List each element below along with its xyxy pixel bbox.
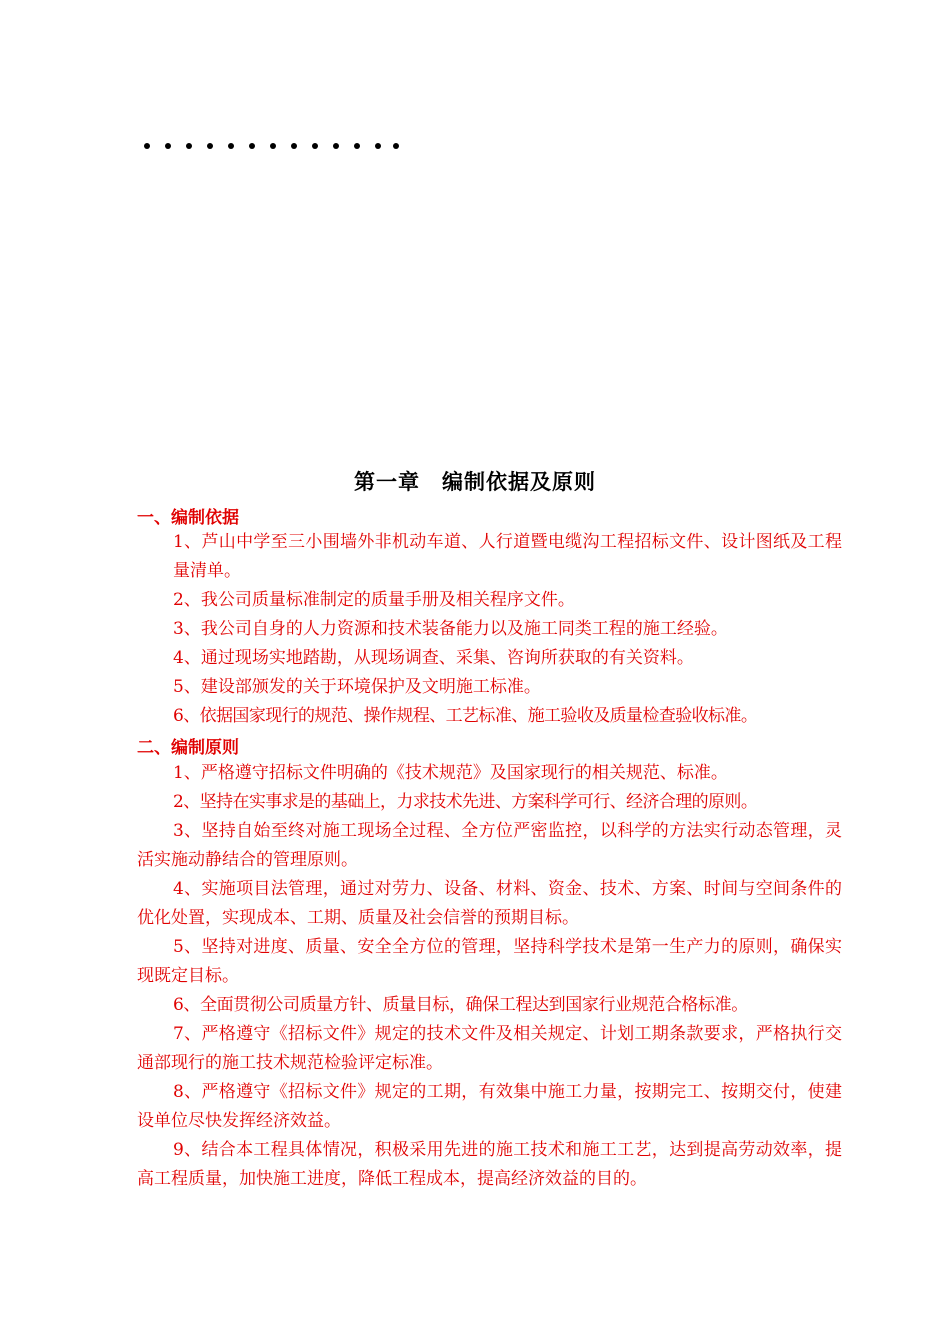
principle-item-3: 3、坚持自始至终对施工现场全过程、全方位严密监控，以科学的方法实行动态管理，灵活实施动静结合的管理原则。 — [137, 821, 842, 870]
section-heading-principles: 二、编制原则 — [137, 738, 239, 758]
principle-item-8: 8、严格遵守《招标文件》规定的工期，有效集中施工力量，按期完工、按期交付，使建设单位尽快发挥经济效益。 — [137, 1082, 842, 1131]
principle-item-9: 9、结合本工程具体情况，积极采用先进的施工技术和施工工艺，达到提高劳动效率，提高工程质量，加快施工进度，降低工程成本，提高经济效益的目的。 — [137, 1140, 842, 1189]
principle-item-2: 2、坚持在实事求是的基础上，力求技术先进、方案科学可行、经济合理的原则。 — [173, 792, 758, 812]
basis-item-6: 6、依据国家现行的规范、操作规程、工艺标准、施工验收及质量检查验收标准。 — [173, 706, 758, 726]
basis-item-1: 1、芦山中学至三小围墙外非机动车道、人行道暨电缆沟工程招标文件、设计图纸及工程量清单。 — [173, 532, 842, 581]
principle-item-6: 6、全面贯彻公司质量方针、质量目标，确保工程达到国家行业规范合格标准。 — [173, 995, 748, 1015]
dot-leader — [135, 128, 435, 168]
basis-item-4: 4、通过现场实地踏勘，从现场调查、采集、咨询所获取的有关资料。 — [173, 648, 694, 668]
basis-item-3: 3、我公司自身的人力资源和技术装备能力以及施工同类工程的施工经验。 — [173, 619, 728, 639]
principle-item-5: 5、坚持对进度、质量、安全全方位的管理，坚持科学技术是第一生产力的原则，确保实现既定目标。 — [137, 937, 842, 986]
principle-item-1: 1、严格遵守招标文件明确的《技术规范》及国家现行的相关规范、标准。 — [173, 763, 728, 783]
section-heading-basis: 一、编制依据 — [137, 508, 239, 528]
chapter-title: 第一章 编制依据及原则 — [354, 469, 596, 494]
principle-item-4: 4、实施项目法管理，通过对劳力、设备、材料、资金、技术、方案、时间与空间条件的优化处置，实现成本、工期、质量及社会信誉的预期目标。 — [137, 879, 842, 928]
basis-item-2: 2、我公司质量标准制定的质量手册及相关程序文件。 — [173, 590, 575, 610]
dot-leader-graphic — [135, 128, 435, 168]
principle-item-7: 7、严格遵守《招标文件》规定的技术文件及相关规定、计划工期条款要求，严格执行交通部现行的施工技术规范检验评定标准。 — [137, 1024, 842, 1073]
basis-item-5: 5、建设部颁发的关于环境保护及文明施工标准。 — [173, 677, 541, 697]
